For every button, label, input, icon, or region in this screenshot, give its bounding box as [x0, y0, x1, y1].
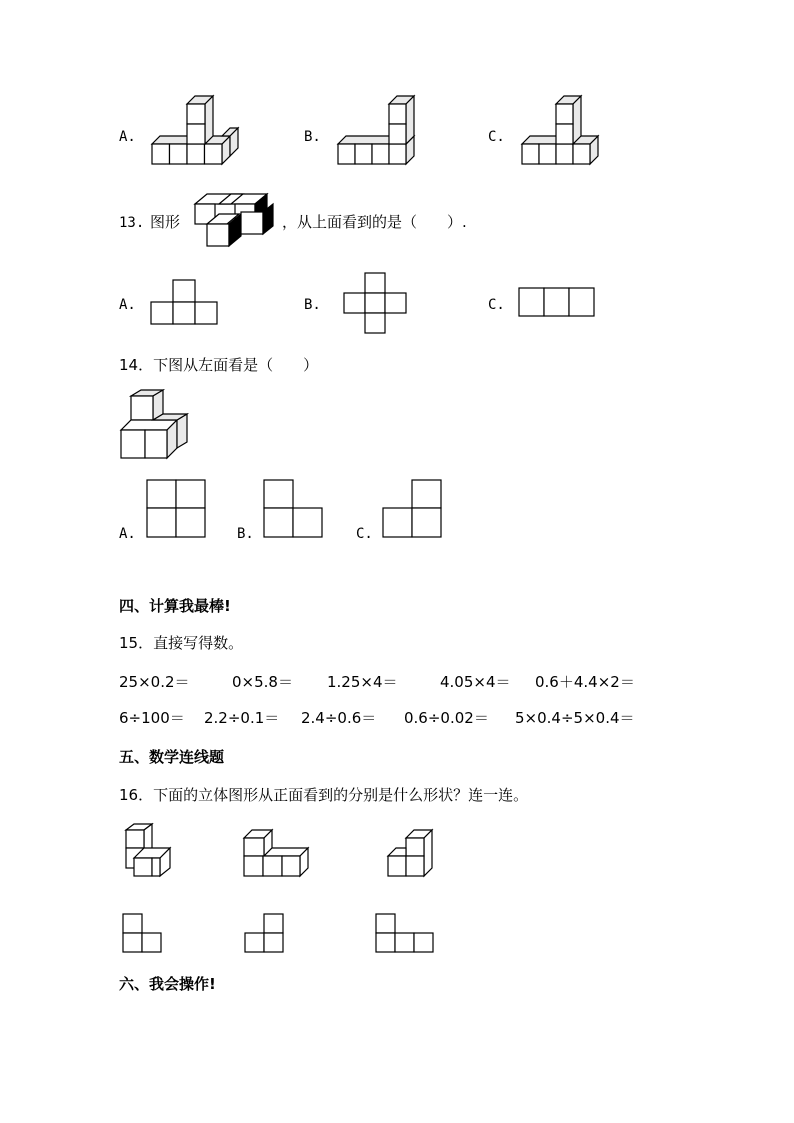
q14-option-a-figure: [146, 479, 208, 541]
q13-option-b-figure: [343, 272, 409, 334]
q16-view-3: [375, 913, 435, 955]
q13-option-c-figure: [518, 287, 598, 319]
q14-title: 14．下图从左面看是（ ）: [119, 356, 319, 374]
calc-row1-item2: 0×5.8＝: [232, 673, 293, 691]
q13-solid-figure: [195, 192, 275, 248]
section4-title: 四、计算我最棒!: [119, 597, 231, 615]
section6-title: 六、我会操作!: [119, 975, 216, 993]
q12-option-c-label: C.: [488, 129, 505, 145]
q14-solid-figure: [121, 390, 193, 462]
calc-row2-item3: 2.4÷0.6＝: [301, 709, 377, 727]
q14-option-a-label: A.: [119, 526, 136, 542]
q13-number: 13.: [119, 215, 145, 231]
calc-row1-item5: 0.6＋4.4×2＝: [535, 673, 635, 691]
q12-option-a-label: A.: [119, 129, 136, 145]
calc-row2-item5: 5×0.4÷5×0.4＝: [515, 709, 635, 727]
q14-option-c-label: C.: [356, 526, 373, 542]
q16-view-1: [122, 913, 164, 955]
calc-row2-item2: 2.2÷0.1＝: [204, 709, 280, 727]
q14-option-b-figure: [263, 479, 325, 541]
q14-option-b-label: B.: [237, 526, 254, 542]
calc-row1-item4: 4.05×4＝: [440, 673, 511, 691]
q13-option-a-figure: [150, 279, 220, 327]
calc-row1-item1: 25×0.2＝: [119, 673, 190, 691]
q12-option-c-figure: [520, 100, 610, 166]
q13-option-b-label: B.: [304, 297, 321, 313]
q14-option-c-figure: [382, 479, 444, 541]
q12-option-b-figure: [336, 100, 426, 166]
q15-title: 15．直接写得数。: [119, 634, 244, 652]
calc-row1-item3: 1.25×4＝: [327, 673, 398, 691]
q12-option-a-figure: [150, 100, 250, 166]
q16-view-2: [244, 913, 286, 955]
q13-option-c-label: C.: [488, 297, 505, 313]
q13-suffix: ，从上面看到的是（ ）.: [282, 213, 467, 231]
q16-solid-1: [122, 822, 176, 880]
q16-title: 16．下面的立体图形从正面看到的分别是什么形状？连一连。: [119, 786, 529, 804]
q13-option-a-label: A.: [119, 297, 136, 313]
q16-solid-2: [242, 828, 312, 882]
calc-row2-item4: 0.6÷0.02＝: [404, 709, 489, 727]
calc-row2-item1: 6÷100＝: [119, 709, 185, 727]
q12-option-b-label: B.: [304, 129, 321, 145]
q13-prefix: 图形: [150, 213, 181, 231]
section5-title: 五、数学连线题: [119, 748, 225, 766]
q16-solid-3: [386, 828, 436, 880]
